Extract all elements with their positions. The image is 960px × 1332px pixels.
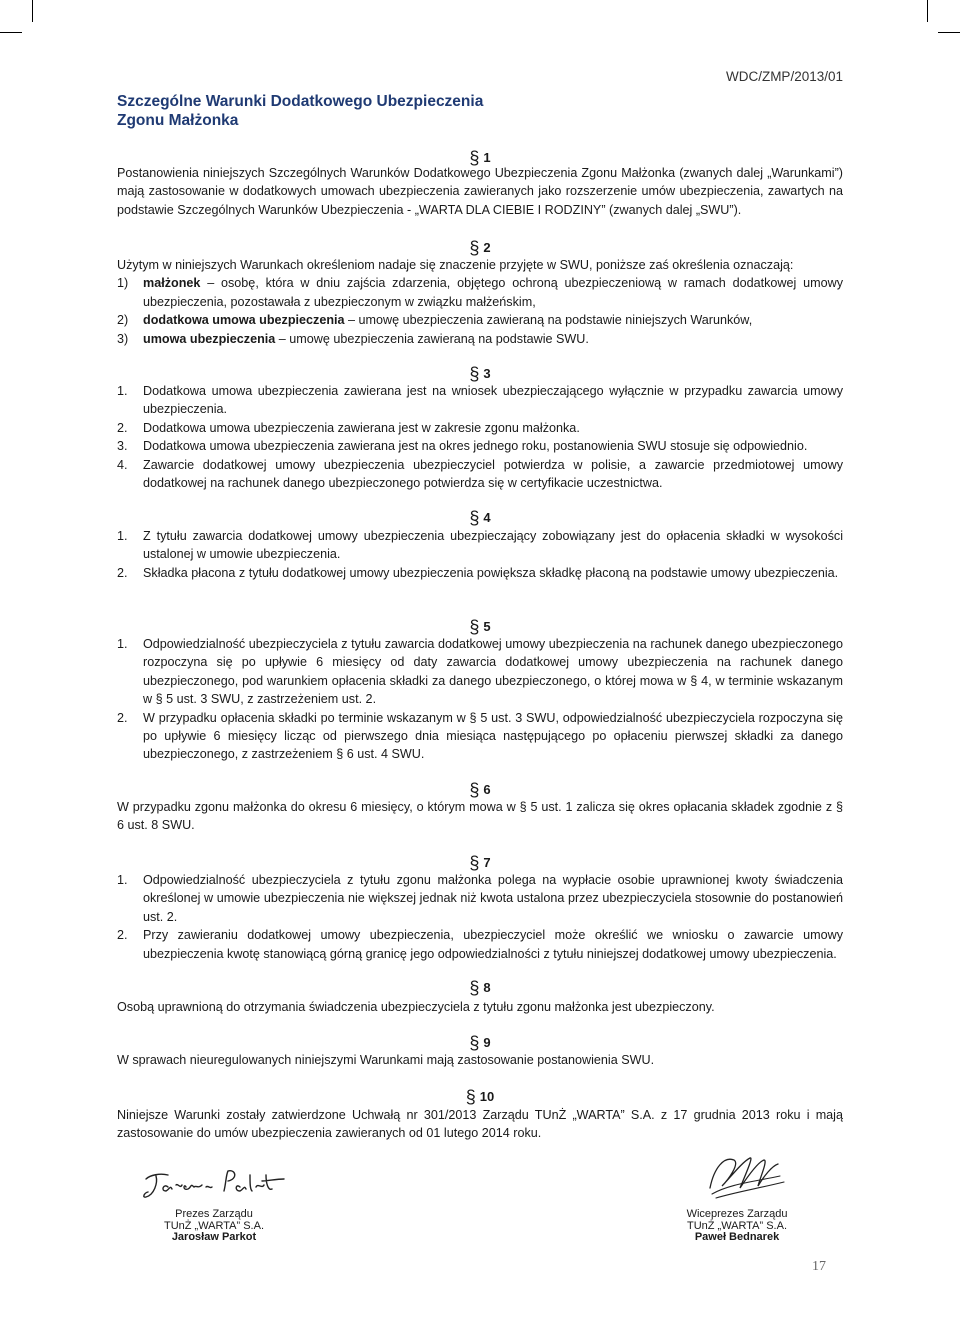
section-6-text — [117, 798, 843, 835]
section-8-text — [117, 998, 843, 1016]
signer-name: Jarosław Parkot — [171, 1231, 257, 1243]
signature-block-left — [150, 1209, 278, 1244]
section-9-text — [117, 1051, 843, 1069]
defined-term: dodatkowa umowa ubezpieczenia — [143, 313, 345, 328]
section-4-text — [117, 527, 843, 582]
paragraph: W sprawach nieuregulowanych niniejszymi Warunkami mają zastosowanie postanowienia SWU. — [117, 1053, 655, 1067]
signer-role: Prezes Zarządu — [175, 1208, 253, 1220]
signer-company: TUnŻ „WARTA” S.A. — [686, 1219, 788, 1232]
section-heading-10: § 10 — [465, 1087, 495, 1107]
definition-item: 2) dodatkowa umowa ubezpieczenia – umowę ubezpieczenia zawieraną na podstawie niniejszych Warunków, — [117, 313, 753, 328]
signer-company: TUnŻ „WARTA” S.A. — [163, 1219, 265, 1232]
section-heading-8: § 8 — [469, 978, 491, 998]
section-symbol: § — [469, 364, 480, 384]
paragraph: W przypadku zgonu małżonka do okresu 6 miesięcy, o którym mowa w § 5 ust. 1 zalicza się okres opłacania składek zgodnie z § 6 ust. 8 SWU. — [117, 800, 843, 833]
crop-mark — [938, 32, 960, 33]
section-symbol: § — [469, 978, 480, 998]
signature-block-right — [672, 1209, 802, 1244]
list-item: 2. Składka płacona z tytułu dodatkowej umowy ubezpieczenia powiększa składkę płaconą na podstawie umowy ubezpieczenia. — [117, 565, 839, 580]
crop-mark — [927, 0, 928, 22]
paragraph: Osobą uprawnioną do otrzymania świadczenia ubezpieczyciela z tytułu zgonu małżonka jest ubezpieczony. — [117, 1000, 715, 1014]
paragraph: Postanowienia niniejszych Szczególnych Warunków Dodatkowego Ubezpieczenia Zgonu Małżonka (zwanych dalej „Warunkami”) mają zastosowanie w dodatkowych umowach ubezpieczenia zawieranych jako rozszerzenie umów ubezpieczenia, zawartych na podstawie Szczególnych Warunków Ubezpieczenia - „WARTA DLA CIEBIE I RODZINY” (zwanych dalej „SWU”). — [117, 166, 843, 217]
defined-term: umowa ubezpieczenia — [143, 331, 276, 346]
list-item: 2. W przypadku opłacenia składki po terminie wskazanym w § 5 ust. 3 SWU, odpowiedzialność ubezpieczyciela rozpoczyna się po upływie 6 miesięcy licząc od pierwszego dnia miesiąca następującego po opłaceniu pierwszej składki za danego ubezpieczonego, z zastrzeżeniem § 6 ust. 4 SWU. — [117, 710, 843, 762]
signer-name: Paweł Bednarek — [694, 1231, 780, 1243]
signature-right-image — [700, 1148, 790, 1208]
section-heading-6: § 6 — [469, 780, 491, 800]
section-10-text — [117, 1106, 843, 1143]
section-5-text — [117, 635, 843, 764]
section-symbol: § — [469, 1033, 480, 1053]
section-heading-2: § 2 — [469, 238, 491, 258]
paragraph: Niniejsze Warunki zostały zatwierdzone Uchwałą nr 301/2013 Zarządu TUnŻ „WARTA” S.A. z 17 grudnia 2013 roku i mają zastosowanie do umów ubezpieczenia zawieranych od 01 lutego 2014 roku. — [117, 1108, 843, 1141]
page-number: 17 — [812, 1259, 826, 1274]
list-item: 3. Dodatkowa umowa ubezpieczenia zawierana jest na okres jednego roku, postanowienia SWU stosuje się odpowiednio. — [117, 439, 808, 454]
signature-left-image — [140, 1165, 290, 1205]
document-title — [117, 92, 483, 130]
list-item: 1. Odpowiedzialność ubezpieczyciela z tytułu zgonu małżonka polega na wypłacie osobie uprawnionej kwoty świadczenia określonej w umowie ubezpieczenia nie większej jednak niż kwota ustalona przez ubezpieczyciela stosownie do postanowień ust. 2. — [117, 873, 843, 924]
section-symbol: § — [469, 148, 480, 168]
section-symbol: § — [469, 780, 480, 800]
definition-item: 3) umowa ubezpieczenia – umowę ubezpieczenia zawieraną na podstawie SWU. — [117, 331, 589, 346]
list-item: 1. Z tytułu zawarcia dodatkowej umowy ubezpieczenia ubezpieczający zobowiązany jest do opłacenia składki w wysokości ustalonej w umowie ubezpieczenia. — [117, 529, 843, 562]
list-item: 1. Odpowiedzialność ubezpieczyciela z tytułu zawarcia dodatkowej umowy ubezpieczenia na rachunek danego ubezpieczonego rozpoczyna się po upływie 6 miesięcy od daty zawarcia dodatkowej umowy ubezpieczenia na rachunek danego ubezpieczonego, pod warunkiem opłacenia składki za danego ubezpieczonego, o której mowa w § 4, w terminie wskazanym w § 5 ust. 3 SWU, z zastrzeżeniem ust. 2. — [117, 637, 843, 707]
section-symbol: § — [469, 508, 480, 528]
title-line-2: Zgonu Małżonka — [117, 112, 239, 129]
definition-item: 1) małżonek – osobę, która w dniu zajścia zdarzenia, objętego ochroną ubezpieczeniową w ramach dodatkowej umowy ubezpieczenia, pozostawała z ubezpieczonym w związku małżeńskim, — [117, 276, 843, 309]
list-item: 4. Zawarcie dodatkowej umowy ubezpieczenia ubezpieczyciel potwierdza w polisie, a zawarcie przedmiotowej umowy dodatkowej na rachunek danego ubezpieczonego potwierdza się w certyfikacie uczestnictwa. — [117, 457, 843, 491]
section-7-text — [117, 871, 843, 963]
list-item: 2. Przy zawieraniu dodatkowej umowy ubezpieczenia, ubezpieczyciel może określić we wniosku o zawarcie umowy ubezpieczenia kwotę stanowiącą górną granicę jego odpowiedzialności z tytułu niniejszej dodatkowej umowy ubezpieczenia. — [117, 928, 843, 961]
section-1-text — [117, 164, 843, 219]
section-2-text — [117, 256, 843, 348]
defined-term: małżonek — [143, 276, 201, 291]
title-line-1: Szczególne Warunki Dodatkowego Ubezpieczenia — [117, 93, 484, 110]
document-code: WDC/ZMP/2013/01 — [725, 69, 843, 84]
signer-role: Wiceprezes Zarządu — [686, 1208, 788, 1220]
crop-mark — [0, 32, 22, 33]
section-symbol: § — [469, 617, 480, 637]
section-symbol: § — [465, 1087, 476, 1107]
list-item: 2. Dodatkowa umowa ubezpieczenia zawierana jest w zakresie zgonu małżonka. — [117, 420, 580, 435]
section-heading-7: § 7 — [469, 853, 491, 873]
section-3-text — [117, 382, 843, 492]
section-heading-5: § 5 — [469, 617, 491, 637]
section-heading-3: § 3 — [469, 364, 491, 384]
crop-mark — [32, 0, 33, 22]
list-item: 1. Dodatkowa umowa ubezpieczenia zawierana jest na wniosek ubezpieczającego wyłącznie w przypadku zawarcia umowy ubezpieczenia. — [117, 384, 843, 417]
definitions-intro: Użytym w niniejszych Warunkach określeniom nadaje się znaczenie przyjęte w SWU, poniższe zaś określenia oznaczają: — [117, 258, 794, 272]
section-symbol: § — [469, 853, 480, 873]
section-heading-4: § 4 — [469, 508, 491, 528]
section-symbol: § — [469, 238, 480, 258]
section-heading-9: § 9 — [469, 1033, 491, 1053]
section-heading-1: § 1 — [469, 148, 491, 168]
